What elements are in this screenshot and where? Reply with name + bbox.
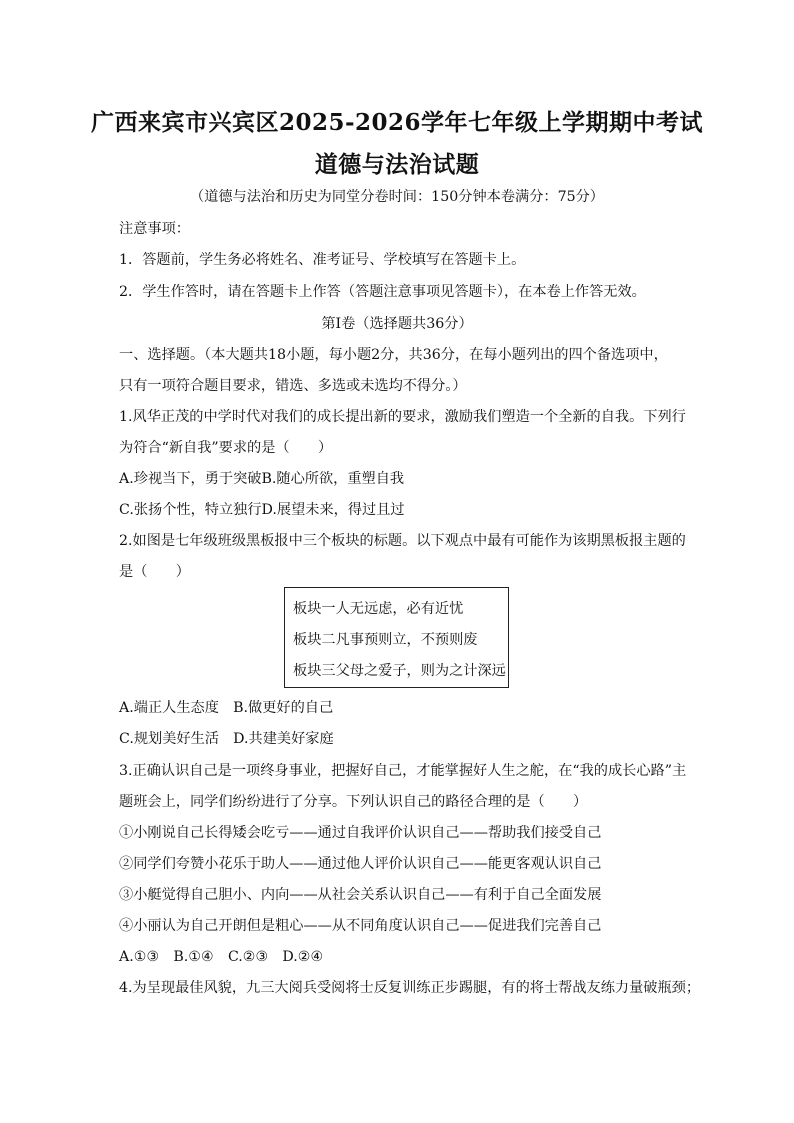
question-1-option: C.张扬个性，特立独行D.展望未来，得过且过 [119,502,405,518]
notes-heading: 注意事项： [119,221,190,237]
question-4-stem: 4.为呈现最佳风貌，九三大阅兵受阅将士反复训练正步踢腿，有的将士帮战友练力量破瓶颈； [119,980,701,996]
exam-subject: 道德与法治试题 [314,151,480,178]
exam-title: 广西来宾市兴宾区2025-2026学年七年级上学期期中考试 [90,109,704,136]
question-2-option: C.规划美好生活 D.共建美好家庭 [119,731,334,747]
section-title: 第Ⅰ卷（选择题共36分） [321,316,473,332]
section-instructions: 一、选择题。（本大题共18小题，每小题2分，共36分，在每小题列出的四个备选项中， [119,347,668,363]
question-1-stem: 为符合“新自我”要求的是（ ） [119,440,333,456]
question-1-option: A.珍视当下，勇于突破B.随心所欲，重塑自我 [119,471,405,487]
box-line: 板块一人无远虑，必有近忧 [293,601,464,617]
question-2-stem: 2.如图是七年级班级黑板报中三个板块的标题。以下观点中最有可能作为该期黑板报主题的 [119,533,686,549]
note-item: 1．答题前，学生务必将姓名、准考证号、学校填写在答题卡上。 [119,252,526,268]
question-2-option: A.端正人生态度 B.做更好的自己 [119,700,334,716]
question-3-statement: ③小艇觉得自己胆小、内向——从社会关系认识自己——有利于自己全面发展 [119,887,602,903]
question-2-stem: 是（ ） [119,564,190,580]
box-line: 板块三父母之爱子，则为之计深远 [293,663,506,679]
question-1-stem: 1.风华正茂的中学时代对我们的成长提出新的要求，激励我们塑造一个全新的自我。下列行 [119,409,686,425]
note-item: 2．学生作答时，请在答题卡上作答（答题注意事项见答题卡），在本卷上作答无效。 [119,284,646,300]
question-3-option: A.①③ B.①④ C.②③ D.②④ [119,949,324,965]
question-3-statement: ④小丽认为自己开朗但是粗心——从不同角度认识自己——促进我们完善自己 [119,918,602,934]
question-3-stem: 题班会上，同学们纷纷进行了分享。下列认识自己的路径合理的是（ ） [119,794,588,810]
blackboard-box [284,587,509,688]
section-instructions: 只有一项符合题目要求，错选、多选或未选均不得分。） [119,378,467,394]
exam-info: （道德与法治和历史为同堂分卷时间：150分钟本卷满分：75分） [189,189,604,205]
box-line: 板块二凡事预则立，不预则废 [293,632,478,648]
question-3-statement: ①小刚说自己长得矮会吃亏——通过自我评价认识自己——帮助我们接受自己 [119,825,602,841]
question-3-statement: ②同学们夸赞小花乐于助人——通过他人评价认识自己——能更客观认识自己 [119,856,602,872]
question-3-stem: 3.正确认识自己是一项终身事业，把握好自己，才能掌握好人生之舵，在“我的成长心路”主 [119,763,687,779]
